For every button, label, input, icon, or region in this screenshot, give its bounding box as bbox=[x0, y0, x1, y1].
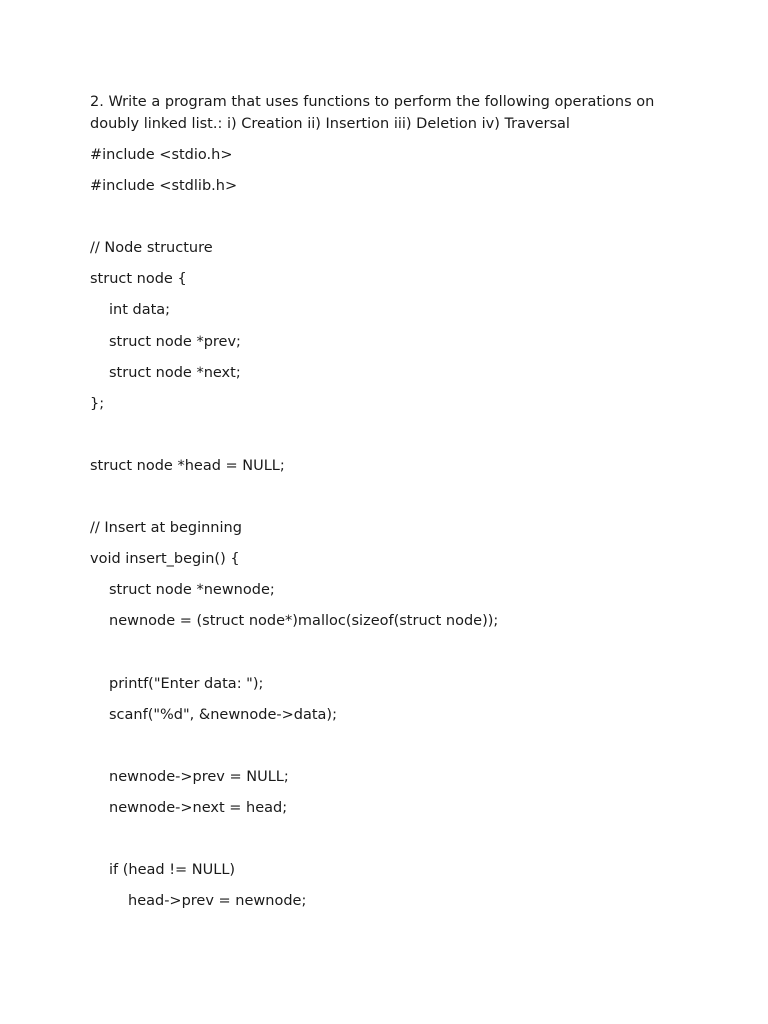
code-line bbox=[90, 828, 690, 859]
code-line bbox=[90, 424, 690, 455]
code-line: struct node *head = NULL; bbox=[90, 457, 285, 474]
code-line bbox=[90, 735, 690, 766]
code-line bbox=[90, 486, 690, 517]
code-line: #include <stdio.h> bbox=[90, 147, 233, 163]
code-line: if (head != NULL) bbox=[109, 862, 236, 879]
question-heading bbox=[90, 91, 690, 135]
code-line: struct node *next; bbox=[109, 364, 241, 381]
code-line bbox=[90, 206, 690, 237]
code-line: struct node *newnode; bbox=[109, 582, 275, 599]
code-line: // Insert at beginning bbox=[90, 520, 242, 537]
code-line: printf("Enter data: "); bbox=[109, 675, 264, 692]
code-line: int data; bbox=[109, 302, 171, 319]
code-line: // Node structure bbox=[90, 240, 213, 257]
code-line: head->prev = newnode; bbox=[128, 893, 307, 910]
code-line: scanf("%d", &newnode->data); bbox=[109, 706, 337, 723]
code-line: }; bbox=[90, 395, 105, 412]
code-line: struct node *prev; bbox=[109, 333, 241, 350]
code-line: newnode->next = head; bbox=[109, 799, 288, 816]
code-line: struct node { bbox=[90, 271, 187, 288]
question-line-1: 2. Write a program that uses functions to perform the following operations on bbox=[90, 94, 655, 110]
code-line: newnode = (struct node*)malloc(sizeof(struct node)); bbox=[109, 613, 499, 630]
code-line: void insert_begin() { bbox=[90, 551, 240, 568]
code-line bbox=[90, 642, 690, 673]
document-page bbox=[90, 91, 690, 921]
code-line: newnode->prev = NULL; bbox=[109, 768, 289, 785]
code-listing bbox=[90, 144, 690, 921]
code-line: #include <stdlib.h> bbox=[90, 178, 238, 195]
question-line-2: doubly linked list.: i) Creation ii) Insertion iii) Deletion iv) Traversal bbox=[90, 116, 570, 132]
